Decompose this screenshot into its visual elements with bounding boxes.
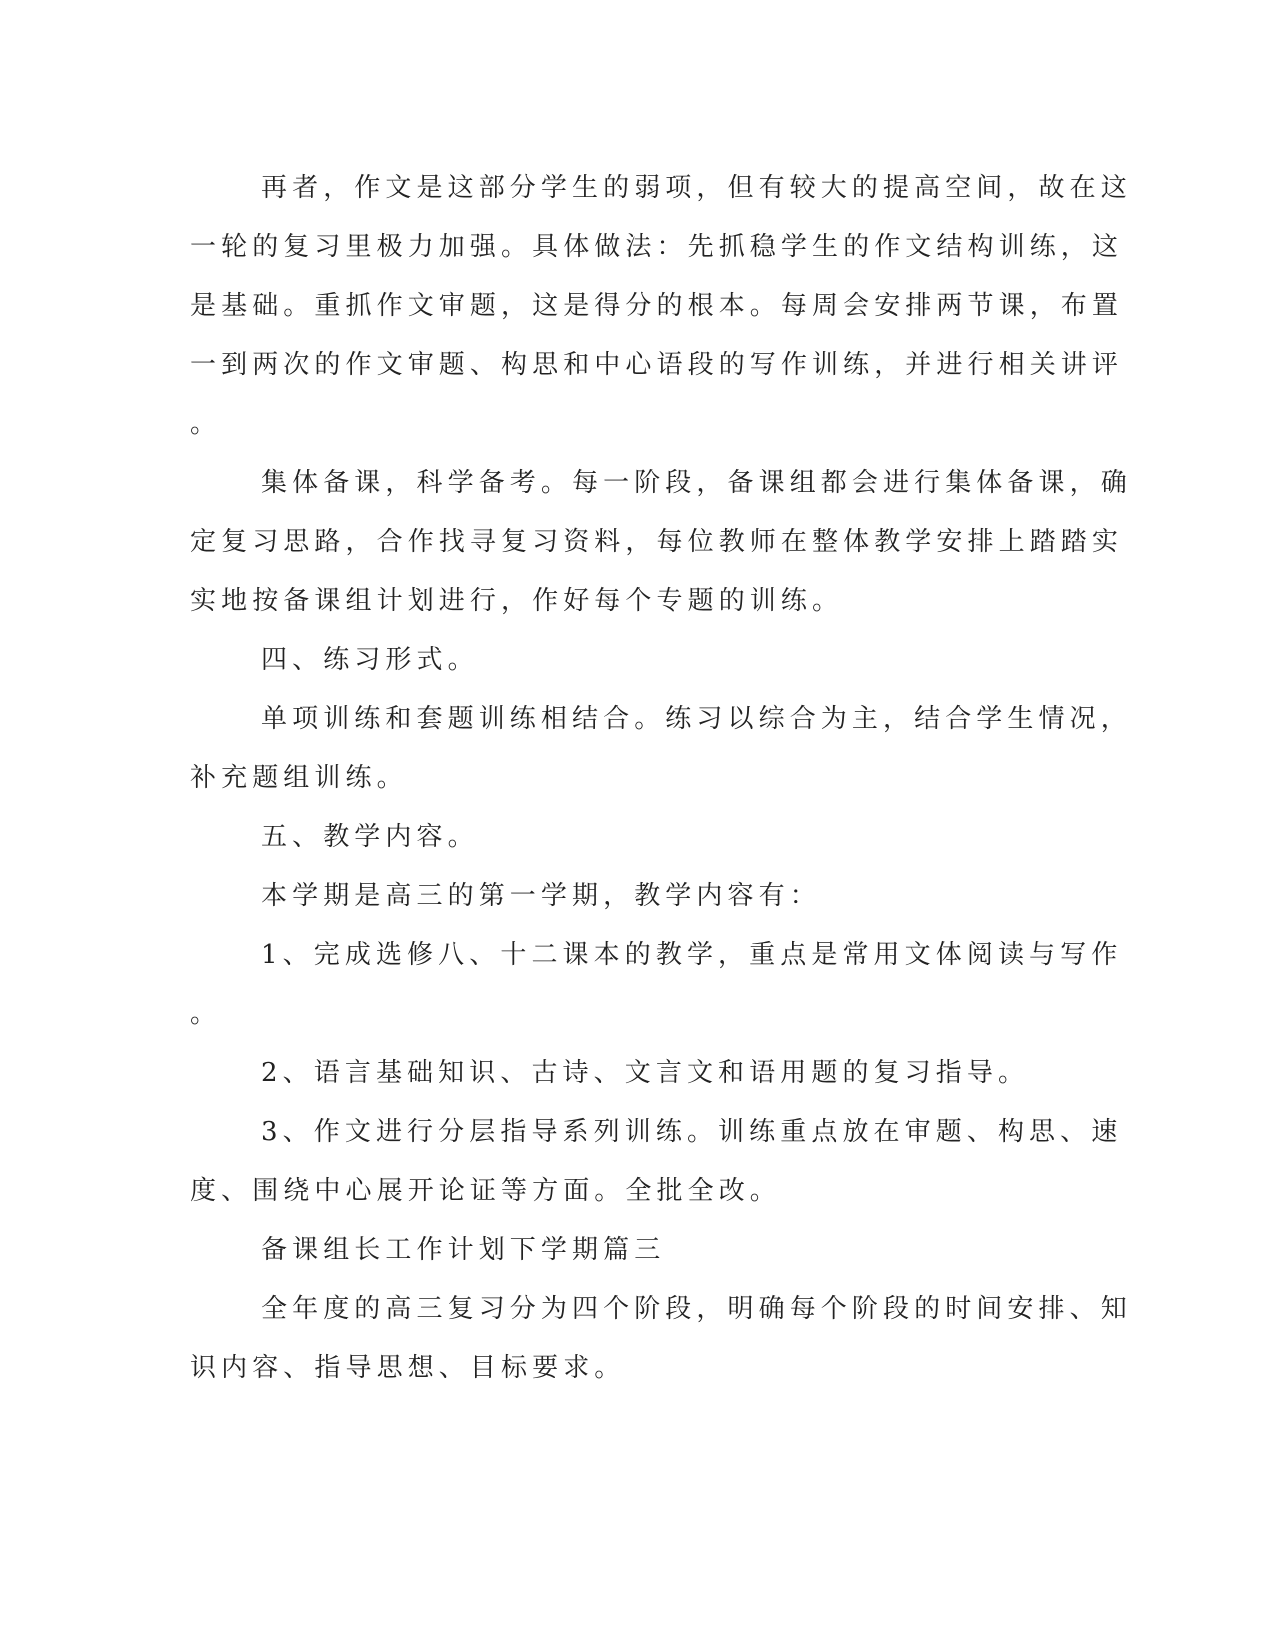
paragraph-line: 。 bbox=[190, 409, 222, 439]
paragraph-line: 识内容、指导思想、目标要求。 bbox=[190, 1353, 626, 1383]
list-item: 1、完成选修八、十二课本的教学，重点是常用文体阅读与写作 bbox=[261, 940, 1123, 970]
section-heading: 四、练习形式。 bbox=[261, 645, 479, 675]
list-item-continuation: 。 bbox=[190, 999, 222, 1029]
paragraph-line: 集体备课，科学备考。每一阶段，备课组都会进行集体备课，确 bbox=[261, 468, 1132, 498]
paragraph-line: 全年度的高三复习分为四个阶段，明确每个阶段的时间安排、知 bbox=[261, 1294, 1132, 1324]
section-heading: 五、教学内容。 bbox=[261, 822, 479, 852]
paragraph-line: 本学期是高三的第一学期，教学内容有： bbox=[261, 881, 821, 911]
list-item: 2、语言基础知识、古诗、文言文和语用题的复习指导。 bbox=[261, 1058, 1030, 1088]
paragraph-line: 单项训练和套题训练相结合。练习以综合为主，结合学生情况， bbox=[261, 704, 1132, 734]
paragraph-line: 补充题组训练。 bbox=[190, 763, 408, 793]
list-item-continuation: 度、围绕中心展开论证等方面。全批全改。 bbox=[190, 1176, 781, 1206]
paragraph-line: 是基础。重抓作文审题，这是得分的根本。每周会安排两节课，布置 bbox=[190, 291, 1124, 321]
paragraph-line: 再者，作文是这部分学生的弱项，但有较大的提高空间，故在这 bbox=[261, 173, 1132, 203]
paragraph-line: 一轮的复习里极力加强。具体做法：先抓稳学生的作文结构训练，这 bbox=[190, 232, 1124, 262]
section-title: 备课组长工作计划下学期篇三 bbox=[261, 1235, 666, 1265]
paragraph-line: 实地按备课组计划进行，作好每个专题的训练。 bbox=[190, 586, 844, 616]
paragraph-line: 一到两次的作文审题、构思和中心语段的写作训练，并进行相关讲评 bbox=[190, 350, 1124, 380]
list-item: 3、作文进行分层指导系列训练。训练重点放在审题、构思、速 bbox=[261, 1117, 1123, 1147]
paragraph-line: 定复习思路，合作找寻复习资料，每位教师在整体教学安排上踏踏实 bbox=[190, 527, 1124, 557]
